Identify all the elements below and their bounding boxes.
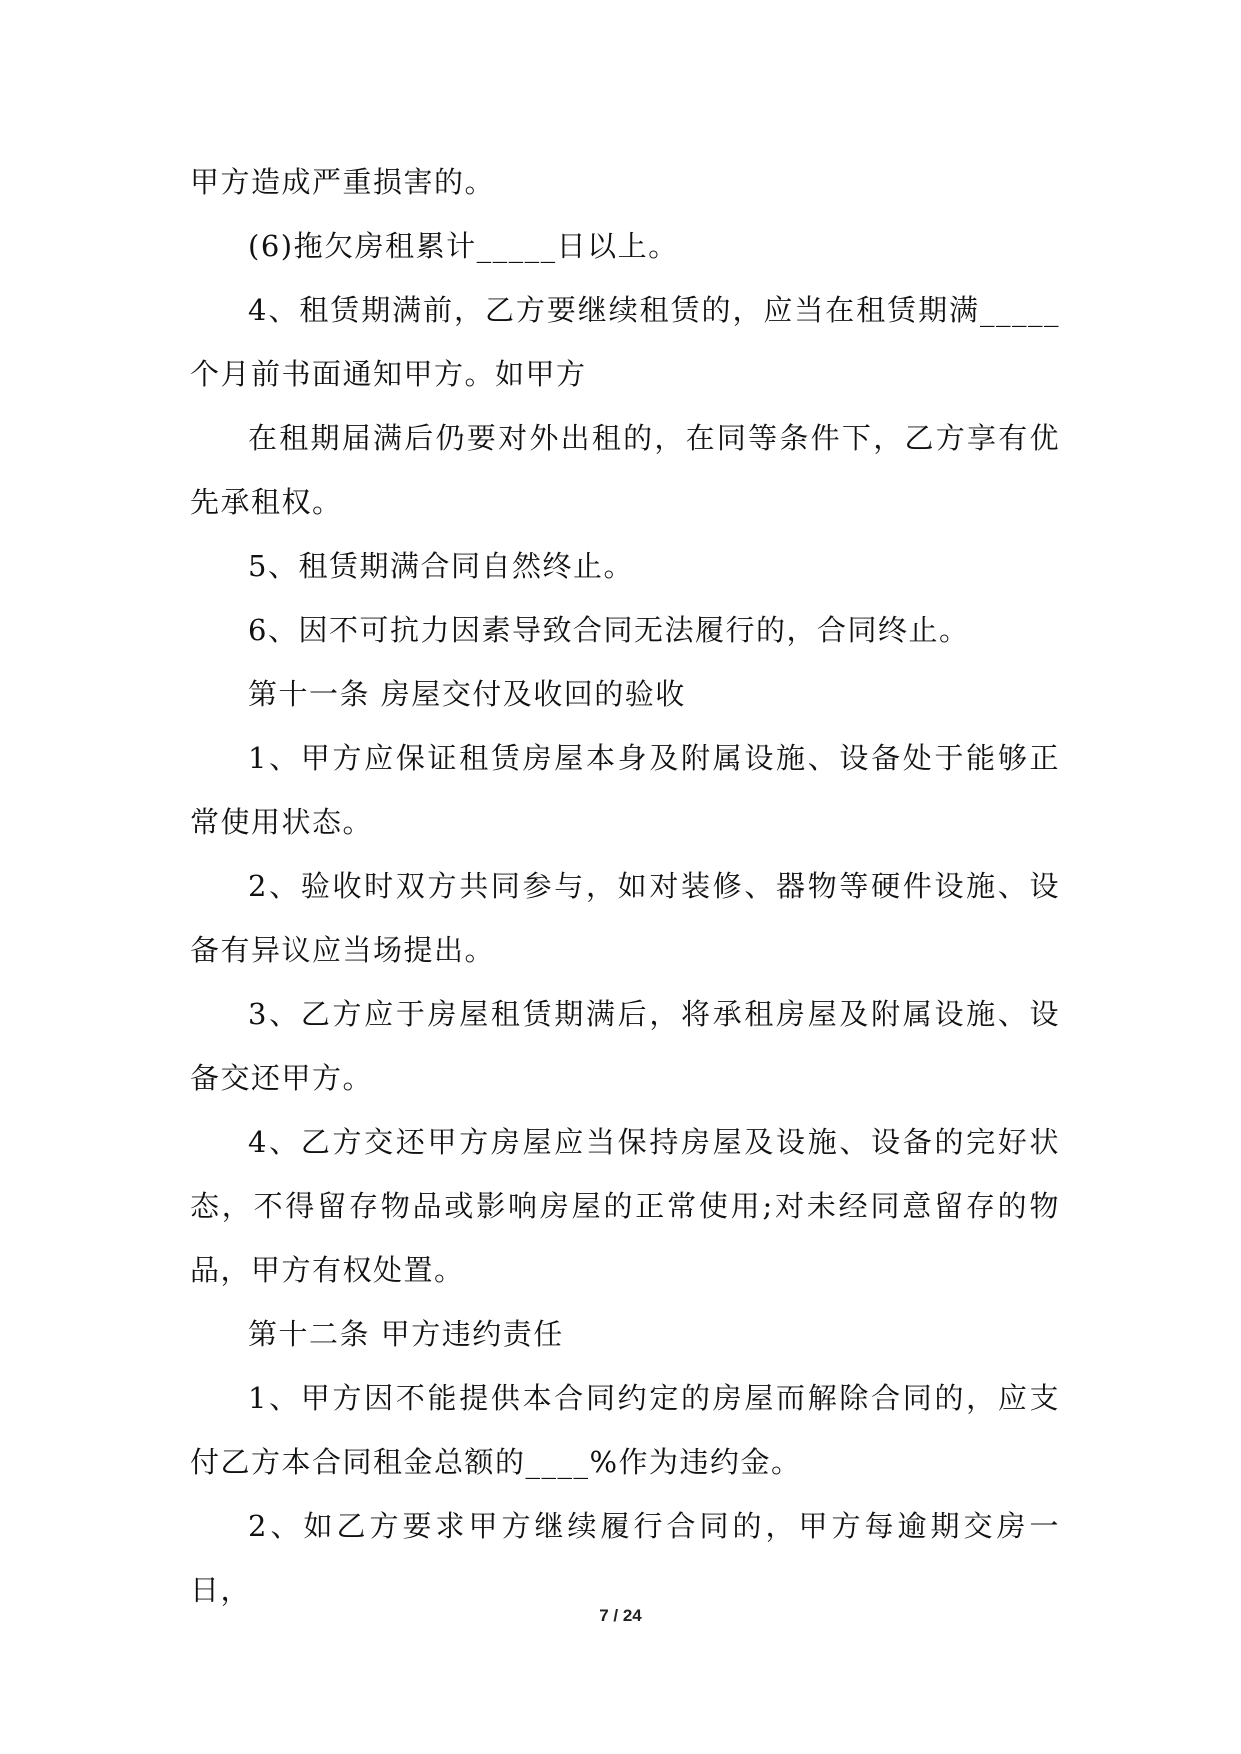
paragraph: 2、如乙方要求甲方继续履行合同的，甲方每逾期交房一日，	[190, 1509, 1060, 1607]
paragraph: 在租期届满后仍要对外出租的，在同等条件下，乙方享有优先承租权。	[190, 421, 1060, 519]
paragraph: 甲方造成严重损害的。	[190, 165, 496, 199]
paragraph: 6、因不可抗力因素导致合同无法履行的，合同终止。	[248, 613, 970, 647]
paragraph: (6)拖欠房租累计_____日以上。	[248, 229, 679, 263]
paragraph: 4、乙方交还甲方房屋应当保持房屋及设施、设备的完好状态，不得留存物品或影响房屋的正常使用;对未经同意留存的物品，甲方有权处置。	[190, 1125, 1060, 1287]
paragraph: 1、甲方应保证租赁房屋本身及附属设施、设备处于能够正常使用状态。	[190, 741, 1060, 839]
paragraph: 1、甲方因不能提供本合同约定的房屋而解除合同的，应支付乙方本合同租金总额的____%作为违约金。	[190, 1381, 1060, 1479]
paragraph: 3、乙方应于房屋租赁期满后，将承租房屋及附属设施、设备交还甲方。	[190, 997, 1060, 1095]
section-heading: 第十一条 房屋交付及收回的验收	[248, 677, 686, 711]
document-body	[190, 150, 1060, 1622]
section-heading: 第十二条 甲方违约责任	[248, 1317, 564, 1351]
paragraph: 4、租赁期满前，乙方要继续租赁的，应当在租赁期满_____个月前书面通知甲方。如甲方	[190, 293, 1060, 391]
paragraph: 5、租赁期满合同自然终止。	[248, 549, 634, 583]
page-number: 7 / 24	[599, 1606, 642, 1625]
paragraph: 2、验收时双方共同参与，如对装修、器物等硬件设施、设备有异议应当场提出。	[190, 869, 1060, 967]
